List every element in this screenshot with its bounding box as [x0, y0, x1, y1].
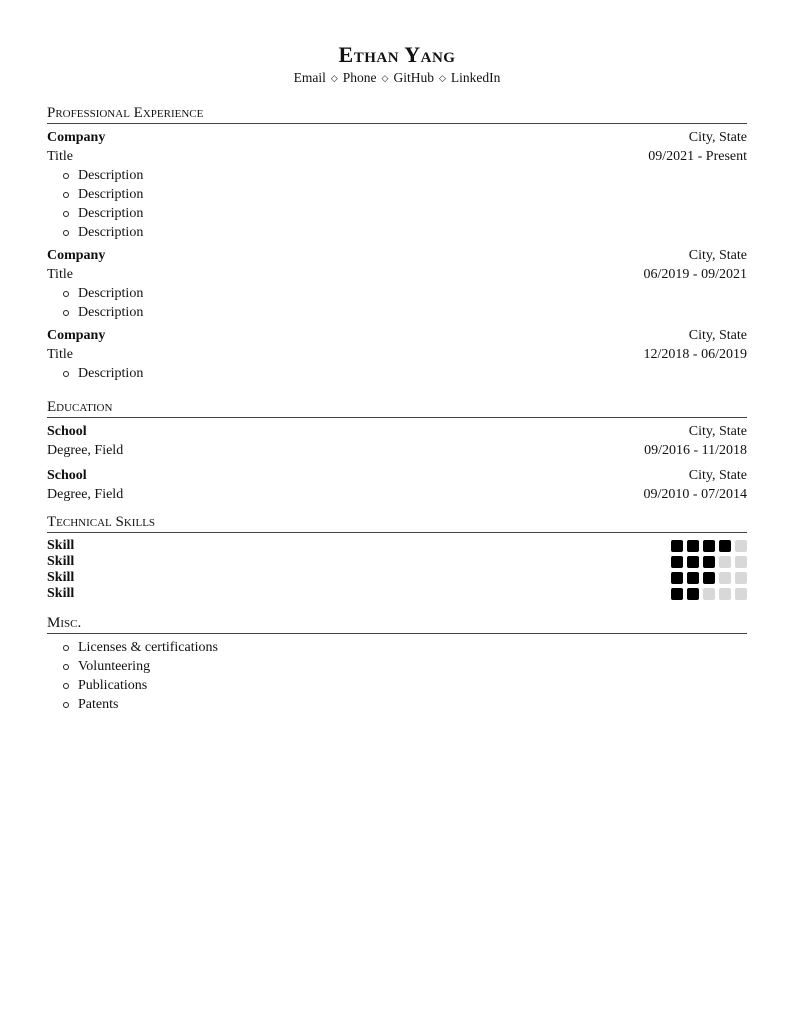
empty-square-icon [735, 572, 747, 584]
email-link[interactable]: Email [293, 70, 326, 85]
section-title: Education [47, 398, 747, 418]
date-range: 09/2016 - 11/2018 [644, 443, 747, 458]
job-title: Title [47, 347, 73, 362]
list-item: Publications [63, 676, 747, 695]
empty-square-icon [735, 540, 747, 552]
section-title: Professional Experience [47, 104, 747, 124]
filled-square-icon [687, 540, 699, 552]
list-item: Description [63, 284, 747, 303]
skill-name: Skill [47, 554, 75, 569]
experience-section [47, 104, 747, 383]
contact-line [47, 69, 747, 88]
section-title: Misc. [47, 614, 747, 634]
bullet-circle-icon [63, 645, 69, 651]
skill-row [47, 554, 747, 570]
skill-row [47, 586, 747, 602]
empty-square-icon [719, 556, 731, 568]
section-title: Technical Skills [47, 513, 747, 533]
skill-name: Skill [47, 538, 75, 553]
empty-square-icon [735, 588, 747, 600]
location: City, State [688, 424, 747, 439]
phone-link[interactable]: Phone [342, 70, 377, 85]
diamond-separator-icon: ◇ [438, 73, 446, 83]
date-range: 12/2018 - 06/2019 [643, 347, 747, 362]
date-range: 09/2021 - Present [648, 149, 747, 164]
filled-square-icon [671, 572, 683, 584]
list-item: Patents [63, 695, 747, 714]
skills-section [47, 513, 747, 602]
linkedin-link[interactable]: LinkedIn [450, 70, 501, 85]
filled-square-icon [703, 572, 715, 584]
diamond-separator-icon: ◇ [381, 73, 389, 83]
location: City, State [688, 328, 747, 343]
location: City, State [688, 248, 747, 263]
list-item: Volunteering [63, 657, 747, 676]
empty-square-icon [719, 572, 731, 584]
skill-row [47, 570, 747, 586]
list-item: Description [63, 166, 747, 185]
location: City, State [688, 130, 747, 145]
school-name: School [47, 424, 87, 439]
filled-square-icon [687, 588, 699, 600]
empty-square-icon [703, 588, 715, 600]
list-item: Description [63, 185, 747, 204]
filled-square-icon [703, 556, 715, 568]
date-range: 09/2010 - 07/2014 [643, 487, 747, 502]
empty-square-icon [719, 588, 731, 600]
bullet-circle-icon [63, 291, 69, 297]
bullet-circle-icon [63, 683, 69, 689]
skill-level-bar [671, 572, 747, 584]
bullet-circle-icon [63, 702, 69, 708]
school-name: School [47, 468, 87, 483]
bullet-circle-icon [63, 173, 69, 179]
diamond-separator-icon: ◇ [330, 73, 338, 83]
location: City, State [688, 468, 747, 483]
company-name: Company [47, 328, 106, 343]
list-item: Description [63, 303, 747, 322]
bullet-circle-icon [63, 192, 69, 198]
date-range: 06/2019 - 09/2021 [643, 267, 747, 282]
candidate-name: Ethan Yang [338, 42, 456, 67]
skill-level-bar [671, 540, 747, 552]
degree: Degree, Field [47, 487, 124, 502]
filled-square-icon [687, 572, 699, 584]
job-title: Title [47, 149, 73, 164]
bullet-circle-icon [63, 211, 69, 217]
filled-square-icon [671, 588, 683, 600]
filled-square-icon [703, 540, 715, 552]
filled-square-icon [687, 556, 699, 568]
list-item: Description [63, 204, 747, 223]
job-title: Title [47, 267, 73, 282]
filled-square-icon [671, 556, 683, 568]
education-section [47, 398, 747, 504]
resume-header [47, 42, 747, 88]
list-item: Description [63, 364, 747, 383]
education-entry [47, 422, 747, 460]
experience-entry [47, 326, 747, 383]
experience-entry [47, 128, 747, 242]
list-item: Licenses & certifications [63, 638, 747, 657]
misc-section [47, 614, 747, 714]
bullet-circle-icon [63, 310, 69, 316]
bullet-circle-icon [63, 371, 69, 377]
empty-square-icon [735, 556, 747, 568]
github-link[interactable]: GitHub [393, 70, 434, 85]
skill-name: Skill [47, 586, 75, 601]
degree: Degree, Field [47, 443, 124, 458]
skill-row [47, 538, 747, 554]
filled-square-icon [671, 540, 683, 552]
company-name: Company [47, 130, 106, 145]
skill-level-bar [671, 556, 747, 568]
skill-name: Skill [47, 570, 75, 585]
company-name: Company [47, 248, 106, 263]
education-entry [47, 466, 747, 504]
skill-level-bar [671, 588, 747, 600]
skills-list [47, 538, 747, 602]
list-item: Description [63, 223, 747, 242]
bullet-circle-icon [63, 230, 69, 236]
filled-square-icon [719, 540, 731, 552]
bullet-circle-icon [63, 664, 69, 670]
experience-entry [47, 246, 747, 322]
